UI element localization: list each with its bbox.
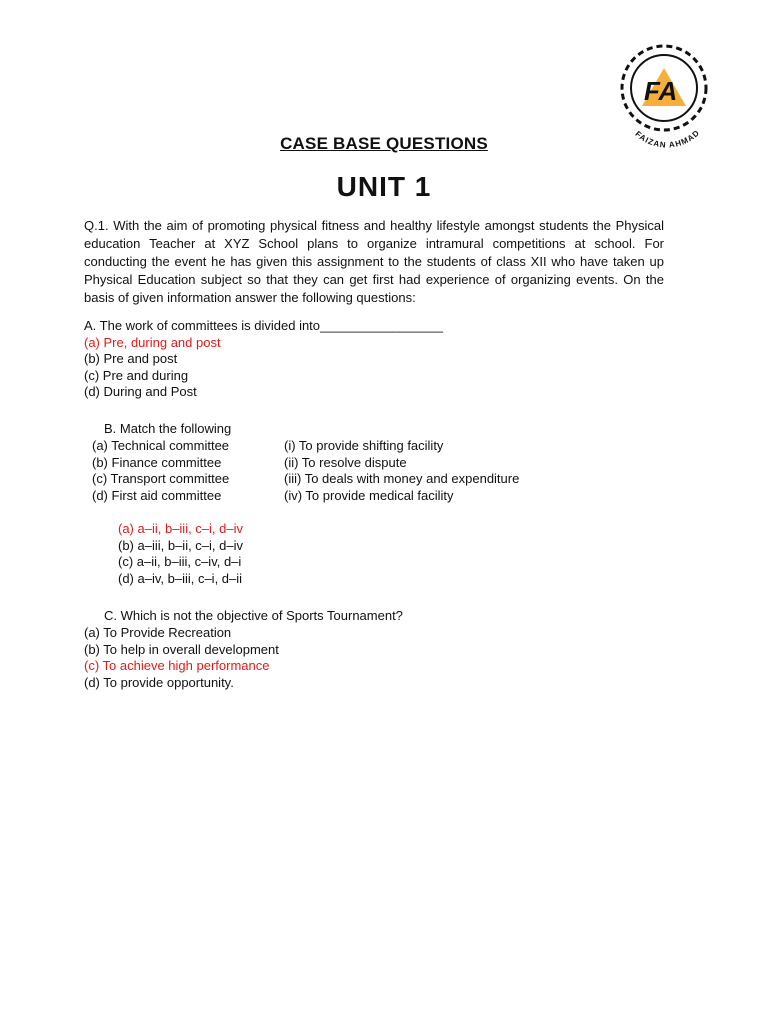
question-a-option-a: (a) Pre, during and post	[84, 334, 221, 350]
question-c-option-a: (a) To Provide Recreation	[84, 625, 232, 640]
question-c-options	[84, 625, 279, 691]
match-left-item: (c) Transport committee	[92, 471, 230, 486]
match-column-left	[92, 438, 229, 504]
question-c-prompt	[104, 608, 403, 625]
match-column-right	[284, 438, 519, 504]
match-right-item: (i) To provide shifting facility	[284, 438, 444, 453]
match-left-item: (d) First aid committee	[92, 487, 222, 503]
question-b-options	[118, 521, 243, 587]
question-b-prompt	[104, 421, 231, 438]
page-title: CASE BASE QUESTIONS	[280, 134, 488, 153]
match-right-item: (ii) To resolve dispute	[284, 454, 407, 470]
question-a	[84, 318, 443, 401]
question-b-prompt-text: B. Match the following	[104, 421, 232, 436]
logo-initials: FA	[644, 76, 678, 106]
logo-name: FAIZAN AHMAD	[633, 128, 702, 150]
question-c-option-b: (b) To help in overall development	[84, 641, 279, 657]
question-c-prompt-text: C. Which is not the objective of Sports Tournament?	[104, 608, 403, 623]
question-a-option-c: (c) Pre and during	[84, 367, 189, 383]
question-b-option-b: (b) a–iii, b–ii, c–i, d–iv	[118, 537, 243, 553]
question-a-option-d: (d) During and Post	[84, 384, 197, 399]
match-right-item: (iii) To deals with money and expenditure	[284, 471, 520, 486]
question-a-prompt: A. The work of committees is divided into_________________	[84, 318, 443, 333]
question-b-option-d: (d) a–iv, b–iii, c–i, d–ii	[118, 570, 243, 586]
unit-title: UNIT 1	[336, 171, 432, 202]
question-c-option-c: (c) To achieve high performance	[84, 658, 270, 673]
question-paragraph: Q.1. With the aim of promoting physical fitness and healthy lifestyle amongst students the Physical education Teacher at XYZ School plans to organize intramural competitions at school. For conducting the event he has given this assignment to the students of class XII who have taken up Physical Education subject so that they can get first had experience of organizing events. On the basis of given information answer the following questions:	[84, 218, 664, 305]
question-a-option-b: (b) Pre and post	[84, 351, 178, 366]
question-b-option-c: (c) a–ii, b–iii, c–iv, d–i	[118, 554, 242, 569]
match-right-item: (iv) To provide medical facility	[284, 487, 454, 503]
question-c-option-d: (d) To provide opportunity.	[84, 674, 234, 690]
match-left-item: (b) Finance committee	[92, 454, 222, 470]
question-b-option-a: (a) a–ii, b–iii, c–i, d–iv	[118, 521, 243, 536]
match-left-item: (a) Technical committee	[92, 438, 230, 453]
